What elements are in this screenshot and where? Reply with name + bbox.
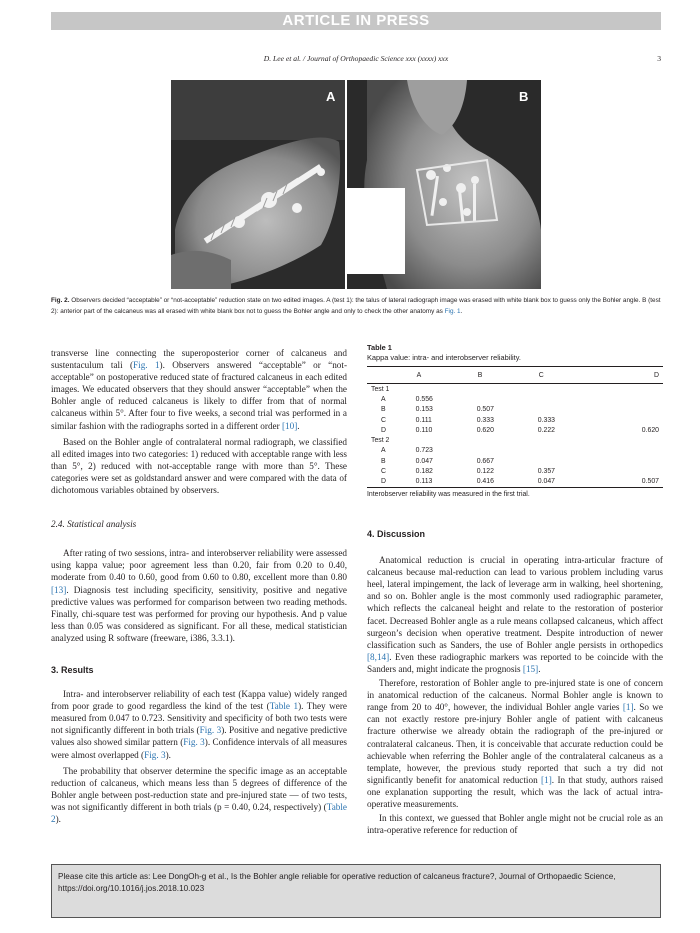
table-cell: 0.507 <box>599 477 663 488</box>
table-row <box>367 425 663 435</box>
table-cell: 0.153 <box>415 406 433 414</box>
table-1 <box>367 343 663 498</box>
table-cell <box>599 394 663 404</box>
table-cell: C <box>381 416 386 424</box>
table-row <box>367 415 663 425</box>
radiograph-a <box>171 80 345 289</box>
paragraph: Therefore, restoration of Bohler angle to pre-injured state is one of concern in anatomical reduction of the calcaneus. Normal Bohler angle is known to range from 20 to 40°, however, the individual Bohler angle varies [1]. So we can not exactly restore pre-injury Bohler angle of patient with calcaneus fracture otherwise we already obtain the radiograph of the pre-injured or contralateral calcaneus. Then, it is conceivable that accurate reduction could be achievable when referring the Bohler angle of the contralateral calcaneus as a template, however, the previous study reported that such a try did not significantly benefit for anatomical reduction [1]. In that study, authors raised one explanation supporting the result, which was the lack of actual intra-operative measurements. <box>367 678 664 809</box>
ref-link[interactable]: [10] <box>281 420 298 431</box>
table-cell: 0.667 <box>476 457 494 465</box>
paragraph: Intra- and interobserver reliability of each test (Kappa value) widely ranged from poor grade to good regardless the kind of the test (Table 1). They were measured from 0.047 to 0.723. Sensitivity and specificity of both two tests were not significantly different in both trials (Fig. 3). Positive and negative predictive values also showed similar pattern (Fig. 3). Confidence intervals of all measures were almost overlapped (Fig. 3). <box>51 689 347 760</box>
radiograph-b-image <box>347 80 541 289</box>
panel-b-label: B <box>519 89 529 104</box>
table-header-cell: C <box>538 367 599 384</box>
table-cell: 0.113 <box>416 477 477 488</box>
table-cell: 0.556 <box>415 395 433 403</box>
ref-link[interactable]: [1] <box>622 702 634 713</box>
table-cell: A <box>381 395 386 403</box>
table-label: Table 1 <box>367 343 392 352</box>
section-title-4: 4. Discussion <box>367 529 426 539</box>
table-cell: 0.047 <box>538 477 599 488</box>
table-cell <box>477 435 538 445</box>
section-title-2-4: 2.4. Statistical analysis <box>51 519 137 530</box>
running-header: D. Lee et al. / Journal of Orthopaedic Science xxx (xxxx) xxx <box>263 54 449 63</box>
section-title-3: 3. Results <box>51 664 94 675</box>
right-column <box>367 528 663 836</box>
radiograph-a-image <box>171 80 345 289</box>
table-cell <box>416 384 477 395</box>
table-cell: 0.047 <box>415 457 433 465</box>
table-cell: 0.122 <box>476 468 494 476</box>
table-row <box>367 394 663 404</box>
table-cell <box>477 384 538 395</box>
caption-label: Fig. 2. <box>51 297 70 304</box>
table-cell: 0.620 <box>641 426 659 434</box>
table-cell: Test 2 <box>371 437 390 445</box>
paragraph: transverse line connecting the superoposterior corner of calcaneus and sustentaculum tali (Fig. 1). Observers answered “acceptable” or “not-acceptable” on postoperative reduced state of fractured calcaneus in each edited images. We educated observers that they should answer “acceptable” when the Bohler angle of reduced calcaneus is likely to differ from that of normal calcaneus within 5°. After four to five weeks, a second trial was performed in a similar fashion with the radiographs sorted in a different order [10]. <box>51 348 347 431</box>
table-row <box>367 384 663 395</box>
table-cell <box>538 446 599 456</box>
figure-caption <box>51 296 663 317</box>
table-cell <box>477 446 538 456</box>
caption-text: Observers decided “acceptable” or “not-acceptable” reduction state on two edited images. A (test 1): the talus of lateral radiograph image was erased with white blank box to guess only the Bohler angle. B (test 2): anterior part of the calcaneus was all erased with white blank box not to guess the Bohler angle and only to check the other anatomy as <box>51 297 661 315</box>
table-cell: 0.110 <box>415 426 433 434</box>
ref-link[interactable]: [15] <box>522 663 539 674</box>
table-cell: 0.357 <box>537 468 555 476</box>
fig-link[interactable]: Fig. 3 <box>144 749 166 760</box>
table-cell: 0.333 <box>476 416 494 424</box>
table-cell <box>599 466 663 476</box>
table-header-row <box>367 367 663 384</box>
table-cell: C <box>381 468 386 476</box>
table-cell <box>599 384 663 395</box>
table-header-cell: A <box>416 367 477 384</box>
table-cell: 0.620 <box>476 426 494 434</box>
table-row <box>367 477 663 488</box>
table-cell: B <box>381 406 386 414</box>
table-header-cell: B <box>477 367 538 384</box>
table-row <box>367 466 663 476</box>
article-in-press-banner: ARTICLE IN PRESS <box>51 12 661 30</box>
table-cell <box>416 435 477 445</box>
table-cell: 0.222 <box>537 426 555 434</box>
figure-2 <box>171 80 541 289</box>
table-caption: Kappa value: intra- and interobserver reliability. <box>367 353 521 362</box>
table-cell: D <box>381 426 386 434</box>
caption-end: . <box>460 307 463 315</box>
caption-fig-link[interactable]: Fig. 1 <box>444 307 461 315</box>
table-footnote: Interobserver reliability was measured in the first trial. <box>367 490 530 498</box>
ref-link[interactable]: [1] <box>541 774 552 785</box>
table-cell: B <box>381 457 386 465</box>
table-cell <box>538 435 599 445</box>
fig-link[interactable]: Fig. 3 <box>183 737 205 748</box>
ref-link[interactable]: [13] <box>51 584 67 595</box>
table-cell <box>599 456 663 466</box>
paragraph: Anatomical reduction is crucial in operating intra-articular fracture of calcaneus because mal-reduction can lead to various problem including varus heel, lateral impingement, the lack of leverage arm in walking, heel shortening, and so on. Bohler angle is the most commonly used radiographic parameter, which reflects the calcaneal height and relate to the restoration of posterior facet. Decreased Bohler angle as a rule means collapsed calcaneus, which affect surgeon’s decision when operative treatment. Despite introduction of newer classification such as Sanders, the use of Bohler angle persists in orthopedics [8,14]. Even these radiographic markers was reported to be coincide with the Sanders and, might indicate the prognosis [15]. <box>367 555 663 674</box>
table-cell <box>599 405 663 415</box>
white-blank-box <box>347 188 405 274</box>
table-cell: 0.111 <box>415 416 432 424</box>
table-row <box>367 456 663 466</box>
table-link[interactable]: Table 1 <box>269 701 299 712</box>
table-cell <box>538 384 599 395</box>
table-cell: 0.723 <box>415 447 433 455</box>
table-link[interactable]: Table 2 <box>51 801 347 824</box>
page-number: 3 <box>657 54 661 63</box>
table-row <box>367 446 663 456</box>
fig-link[interactable]: Fig. 3 <box>199 725 222 736</box>
table-cell <box>599 415 663 425</box>
panel-a-label: A <box>326 89 336 104</box>
paragraph: After rating of two sessions, intra- and interobserver reliability were assessed using kappa value; poor agreement less than 0.20, fair from 0.20 to 0.40, moderate from 0.40 to 0.60, good from 0.60 to 0.80, excellent more than 0.80 [13]. Diagnosis test including specificity, sensitivity, positive and negative predictive values was performed for comparison between two reading methods. Finally, chi-square test was performed for proving our hypothesis. And p value less than 0.05 was considered as significant. For all these, medical statistician analyzed using R software (freeware, i386, 3.3.1). <box>51 548 347 643</box>
table-cell: 0.333 <box>537 416 555 424</box>
table-cell <box>599 435 663 445</box>
paragraph: Based on the Bohler angle of contralateral normal radiograph, we classified all edited images into two categories: 1) reduced with acceptable range with less than 5°, 2) reduced with not-acceptable range with more than 5°. These categories were set as goldstandard answer and were compared with the data of dichotomous variables obtained by observers. <box>51 436 347 496</box>
paragraph: The probability that observer determine the specific image as an acceptable reduction of calcaneus, which means less than 5 degrees of difference of the Bohler angle between post-reduction state and pre-injured state — of two tests, was not significantly different in both trials (p = 0.40, 0.24, respectively) (Table 2). <box>51 765 347 824</box>
table-cell: D <box>367 477 416 488</box>
table-cell <box>477 394 538 404</box>
kappa-table <box>367 366 663 488</box>
paragraph: In this context, we guessed that Bohler angle might not be crucial role as an intra-operative reference for reduction of <box>367 813 663 836</box>
table-cell <box>538 405 599 415</box>
table-row <box>367 405 663 415</box>
table-cell: A <box>381 447 386 455</box>
table-cell: Test 1 <box>371 385 390 393</box>
table-cell: 0.416 <box>477 477 538 488</box>
citation-footer: Please cite this article as: Lee DongOh-g et al., Is the Bohler angle reliable for operative reduction of calcaneus fracture?, Journal of Orthopaedic Science, https://doi.org/10.1016/j.jos.2018.10.023 <box>51 864 661 918</box>
table-cell <box>599 446 663 456</box>
fig-link[interactable]: Fig. 1 <box>133 360 160 371</box>
table-header-cell <box>367 367 416 384</box>
table-cell <box>538 456 599 466</box>
table-cell: 0.507 <box>476 406 494 414</box>
table-cell <box>538 394 599 404</box>
table-row <box>367 435 663 445</box>
table-cell: 0.182 <box>415 468 433 476</box>
table-header-cell: D <box>599 367 663 384</box>
left-column <box>51 347 347 825</box>
ref-link[interactable]: [8,14] <box>367 651 390 662</box>
radiograph-b <box>347 80 541 289</box>
